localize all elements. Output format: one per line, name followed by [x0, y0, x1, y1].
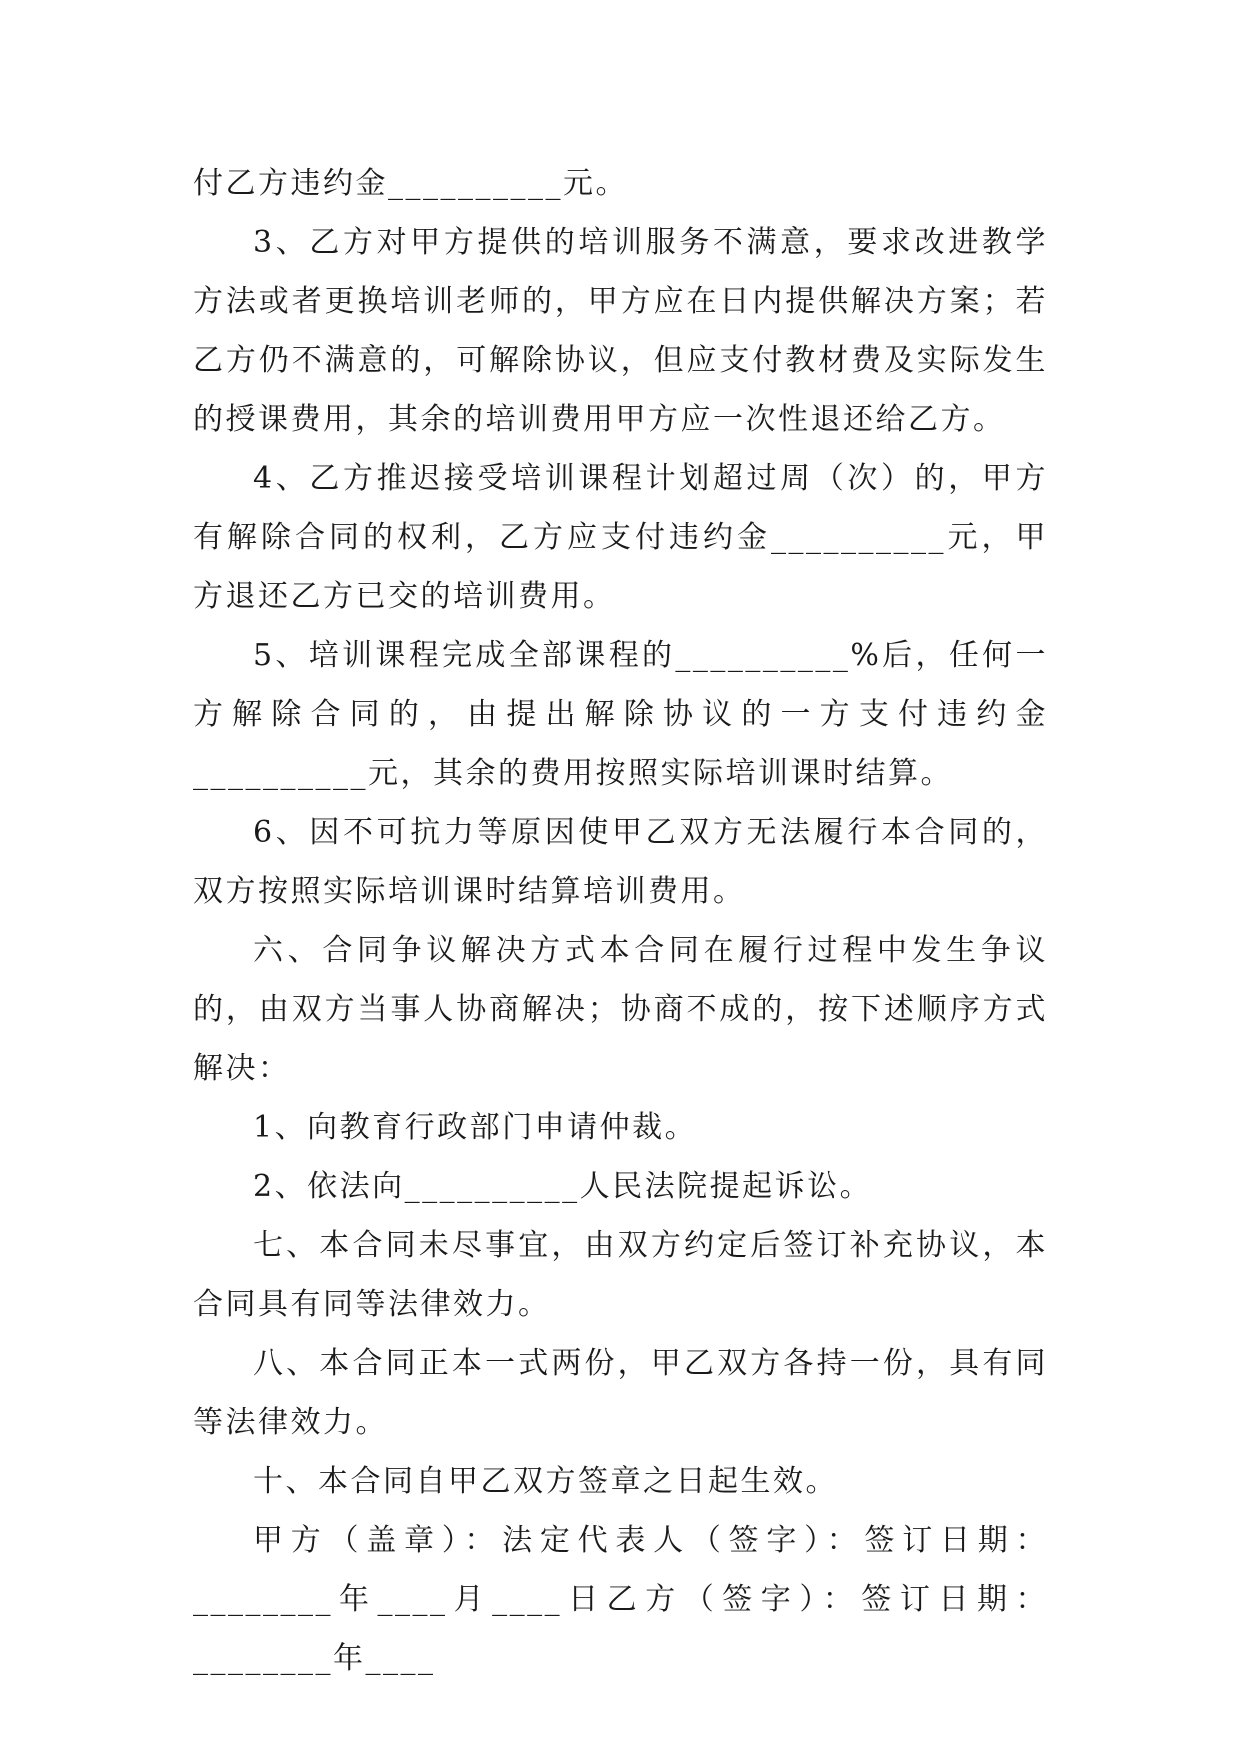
- paragraph-clause-5: 5、培训课程完成全部课程的__________%后，任何一方解除合同的，由提出解除协议的一方支付违约金__________元，其余的费用按照实际培训课时结算。: [193, 638, 1048, 791]
- paragraph-penalty-payment: 付乙方违约金__________元。: [193, 166, 628, 201]
- paragraph-dispute-option-2: 2、依法向__________人民法院提起诉讼。: [253, 1169, 873, 1204]
- paragraph-clause-4: 4、乙方推迟接受培训课程计划超过周（次）的，甲方有解除合同的权利，乙方应支付违约金__________元，甲方退还乙方已交的培训费用。: [193, 461, 1048, 614]
- paragraph-clause-3: 3、乙方对甲方提供的培训服务不满意，要求改进教学方法或者更换培训老师的，甲方应在日内提供解决方案；若乙方仍不满意的，可解除协议，但应支付教材费及实际发生的授课费用，其余的培训费用甲方应一次性退还给乙方。: [193, 225, 1048, 437]
- paragraph-section-7: 七、本合同未尽事宜，由双方约定后签订补充协议，本合同具有同等法律效力。: [193, 1228, 1048, 1322]
- paragraph-section-10: 十、本合同自甲乙双方签章之日起生效。: [253, 1464, 838, 1499]
- paragraph-signature-block: 甲方（盖章）：法定代表人（签字）：签订日期：________年____月____日乙方（签字）：签订日期：________年____: [193, 1523, 1048, 1676]
- paragraph-section-8: 八、本合同正本一式两份，甲乙双方各持一份，具有同等法律效力。: [193, 1346, 1048, 1440]
- document-page: [193, 154, 1048, 1688]
- paragraph-dispute-option-1: 1、向教育行政部门申请仲裁。: [253, 1110, 698, 1145]
- paragraph-section-6-dispute: 六、合同争议解决方式本合同在履行过程中发生争议的，由双方当事人协商解决；协商不成的，按下述顺序方式解决：: [193, 933, 1048, 1086]
- paragraph-clause-6: 6、因不可抗力等原因使甲乙双方无法履行本合同的，双方按照实际培训课时结算培训费用。: [193, 815, 1048, 909]
